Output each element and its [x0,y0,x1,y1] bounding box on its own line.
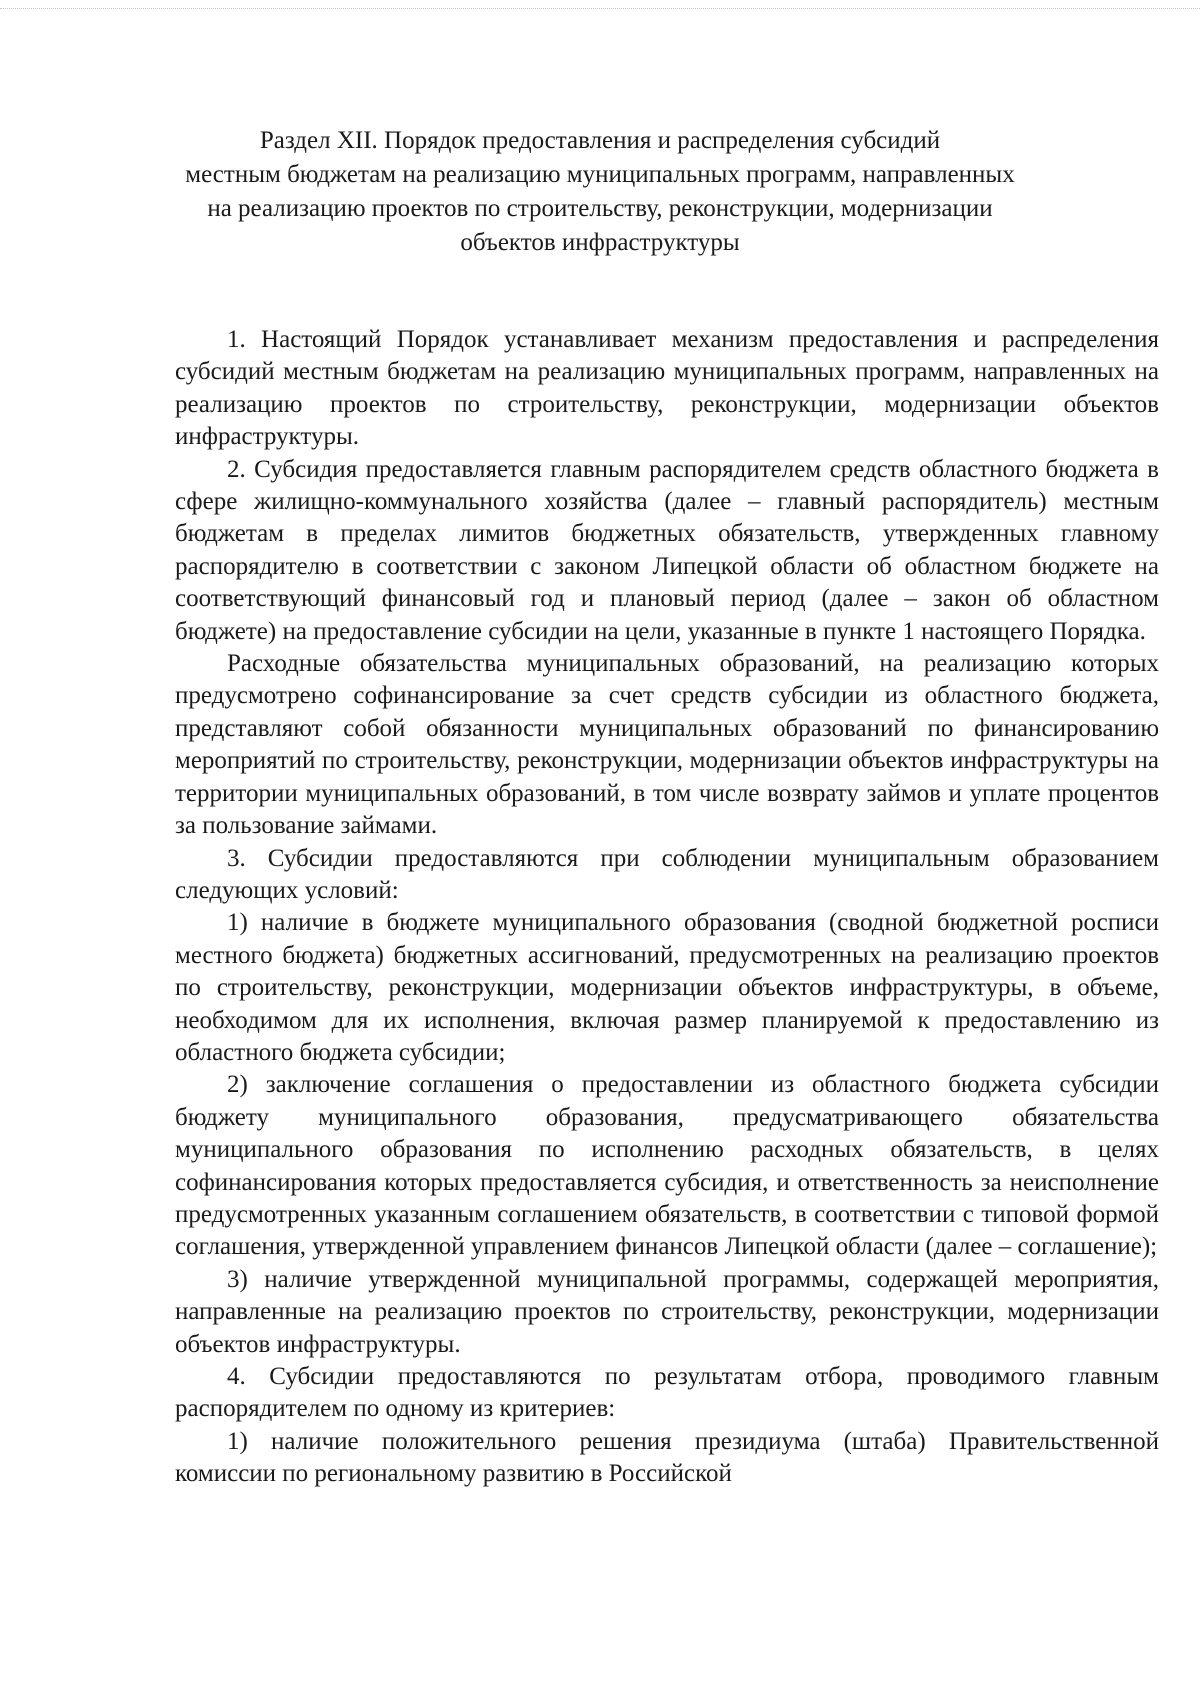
paragraph-1: 1. Настоящий Порядок устанавливает механизм предоставления и распределения субсидий местным бюджетам на реализацию муниципальных программ, направленных на реализацию проектов по строительству, реконструкции, модернизации объектов инфраструктуры. [175,326,1159,451]
heading-line-4: объектов инфраструктуры [460,229,740,256]
section-heading [160,124,1040,260]
condition-2: 2) заключение соглашения о предоставлении из областного бюджета субсидии бюджету муниципального образования, предусматривающего обязательства муниципального образования по исполнению расходных обязательств, в целях софинансирования которых предоставляется субсидия, и ответственность за неисполнение предусмотренных указанным соглашением обязательств, в соответствии с типовой формой соглашения, утвержденной управлением финансов Липецкой области (далее – соглашение); [175,1071,1159,1261]
condition-3: 3) наличие утвержденной муниципальной программы, содержащей мероприятия, направленные на реализацию проектов по строительству, реконструкции, модернизации объектов инфраструктуры. [175,1265,1159,1358]
paragraph-4: 4. Субсидии предоставляются по результатам отбора, проводимого главным распорядителем по одному из критериев: [175,1363,1159,1423]
heading-line-1: Раздел XII. Порядок предоставления и распределения субсидий [259,127,941,154]
document-body [175,324,1159,1491]
heading-line-2: местным бюджетам на реализацию муниципальных программ, направленных [185,161,1015,188]
paragraph-2: 2. Субсидия предоставляется главным распорядителем средств областного бюджета в сфере жилищно-коммунального хозяйства (далее – главный распорядитель) местным бюджетам в пределах лимитов бюджетных обязательств, утвержденных главному распорядителю в соответствии с законом Липецкой области об областном бюджете на соответствующий финансовый год и плановый период (далее – закон об областном бюджете) на предоставление субсидии на цели, указанные в пункте 1 настоящего Порядка. [175,455,1159,645]
scan-edge-line [0,8,1200,9]
condition-1: 1) наличие в бюджете муниципального образования (сводной бюджетной росписи местного бюджета) бюджетных ассигнований, предусмотренных на реализацию проектов по строительству, реконструкции, модернизации объектов инфраструктуры, в объеме, необходимом для их исполнения, включая размер планируемой к предоставлению из областного бюджета субсидии; [175,909,1159,1066]
criterion-1: 1) наличие положительного решения президиума (штаба) Правительственной комиссии по региональному развитию в Российской [175,1427,1159,1488]
paragraph-expenses: Расходные обязательства муниципальных образований, на реализацию которых предусмотрено софинансирование за счет средств субсидии из областного бюджета, представляют собой обязанности муниципальных образований по финансированию мероприятий по строительству, реконструкции, модернизации объектов инфраструктуры на территории муниципальных образований, в том числе возврату займов и уплате процентов за пользование займами. [175,650,1159,840]
paragraph-3: 3. Субсидии предоставляются при соблюдении муниципальным образованием следующих условий: [175,844,1159,904]
heading-line-3: на реализацию проектов по строительству, реконструкции, модернизации [207,195,993,222]
